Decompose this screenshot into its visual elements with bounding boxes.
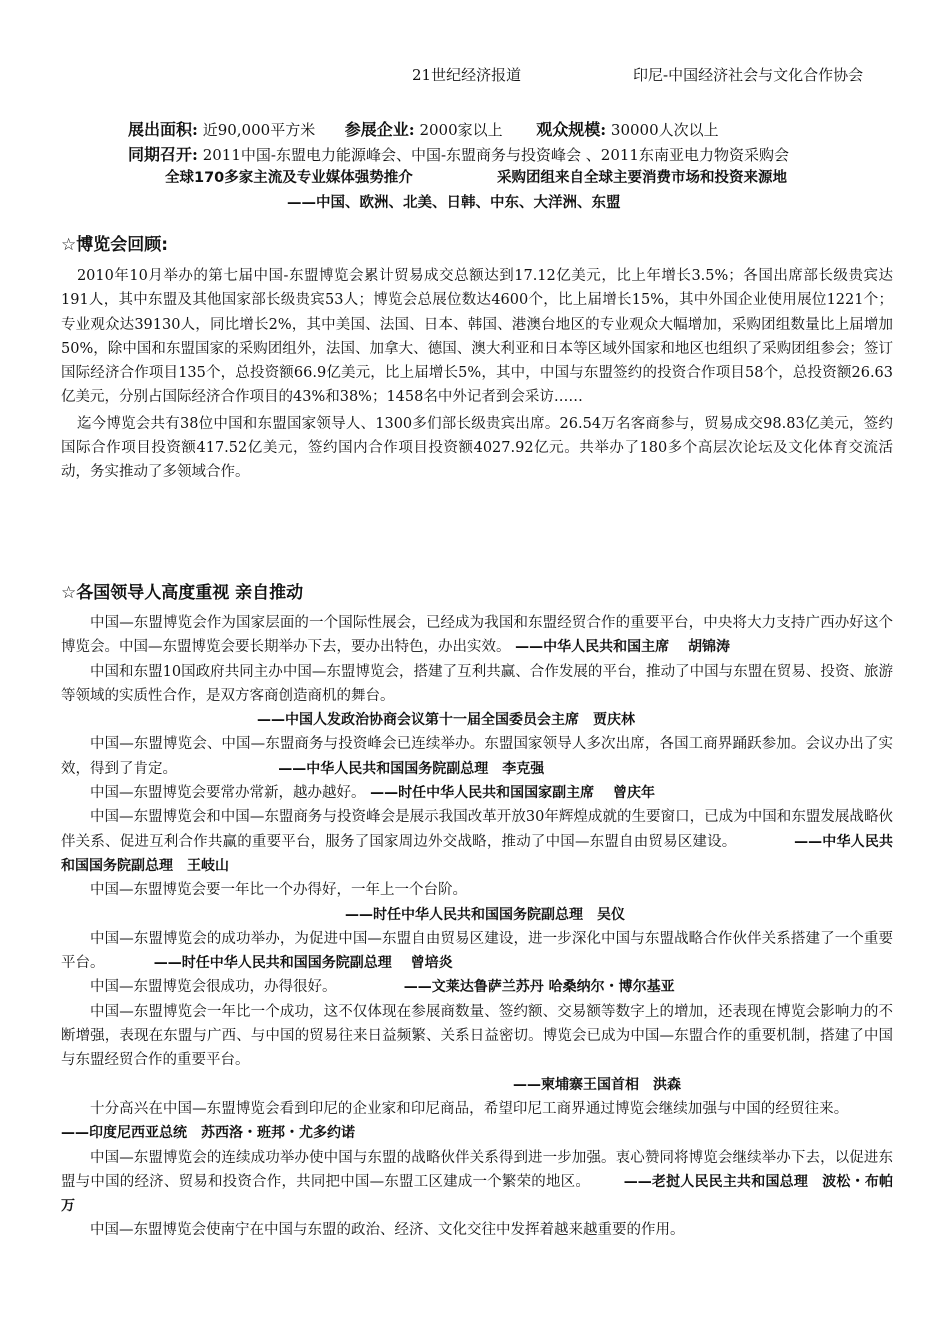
quote-6-text: 中国—东盟博览会要一年比一个办得好，一年上一个台阶。 (90, 882, 467, 899)
leaders-title: ☆各国领导人高度重视 亲自推动 (61, 583, 304, 603)
concurrent-label: 同期召开: (128, 145, 198, 164)
quote-4-attribution: ——时任中华人民共和国国家副主席 曾庆年 (370, 785, 655, 802)
info-line-1 (128, 117, 719, 140)
quote-3 (61, 732, 893, 781)
quote-12-text: 中国—东盟博览会使南宁在中国与东盟的政治、经济、文化交往中发挥着越来越重要的作用。 (90, 1222, 685, 1239)
quote-11 (61, 1146, 893, 1219)
quote-3-attribution: ——中华人民共和国国务院副总理 李克强 (278, 760, 545, 777)
quote-12 (61, 1218, 893, 1242)
quote-1 (61, 611, 893, 660)
quote-11-attribution: ——老挝人民民主共和国总理 波松・布帕万 (61, 1173, 894, 1215)
quote-6-attribution: ——时任中华人民共和国国务院副总理 吴仪 (345, 906, 625, 923)
leaders-body (61, 611, 893, 1243)
quote-1-attribution: ——中华人民共和国主席 胡锦涛 (515, 639, 730, 656)
quote-10 (61, 1097, 893, 1146)
quote-8 (61, 975, 893, 999)
quote-4 (61, 781, 893, 805)
info-line-2 (128, 142, 789, 165)
review-paragraph-1: 2010年10月举办的第七届中国-东盟博览会累计贸易成交总额达到17.12亿美元，比上年增长3.5%；各国出席部长级贵宾达191人，其中东盟及其他国家部长级贵宾53人；博览会总展位数达4600个，比上届增长15%，其中外国企业使用展位1221个；专业观众达39130人，同比增长2%，其中美国、法国、日本、韩国、港澳台地区的专业观众大幅增加，采购团组数量比上届增加50%，除中国和东盟国家的采购团组外，法国、加拿大、德国、澳大利亚和日本等区域外国家和地区也组织了采购团组参会；签订国际经济合作项目135个，总投资额66.9亿美元，比上届增长5%，其中，中国与东盟签约的投资合作项目58个，总投资额26.63亿美元，分别占国际经济合作项目的43%和38%；1458名中外记者到会采访…… (61, 268, 893, 406)
quote-5-text: 中国—东盟博览会和中国—东盟商务与投资峰会是展示我国改革开放30年辉煌成就的生要窗口，已成为中国和东盟发展战略伙伴关系、促进互利合作共赢的重要平台，服务了国家周边外交战略，推动了中国—东盟自由贸易区建设。 (61, 809, 893, 850)
quote-5 (61, 805, 893, 878)
exhibitors-label: 参展企业: (344, 120, 415, 139)
quote-9-attribution: ——柬埔寨王国首相 洪森 (513, 1076, 681, 1093)
area-label: 展出面积: (128, 120, 198, 139)
regions-line: ——中国、欧洲、北美、日韩、中东、大洋洲、东盟 (287, 195, 621, 211)
review-title: ☆博览会回顾: (61, 235, 169, 255)
quote-1-text: 中国—东盟博览会作为国家层面的一个国际性展会，已经成为我国和东盟经贸合作的重要平台，中央将大力支持广西办好这个博览会。中国—东盟博览会要长期举办下去，要办出特色，办出实效。 (61, 615, 893, 656)
quote-10-attribution: ——印度尼西亚总统 苏西洛・班邦・尤多约诺 (61, 1125, 355, 1142)
quote-7 (61, 927, 893, 976)
area-value: 近90,000平方米 (202, 121, 316, 139)
review-body (61, 264, 893, 485)
quote-3-text: 中国—东盟博览会、中国—东盟商务与投资峰会已连续举办。东盟国家领导人多次出席，各国工商界踊跃参加。会议办出了实效，得到了肯定。 (61, 736, 893, 777)
audience-label: 观众规模: (536, 120, 607, 139)
audience-value: 30000人次以上 (610, 121, 719, 139)
quote-9 (61, 1000, 893, 1073)
quote-8-text: 中国—东盟博览会很成功，办得很好。 (90, 979, 337, 996)
quote-2-text: 中国和东盟10国政府共同主办中国—东盟博览会，搭建了互利共赢、合作发展的平台，推动了中国与东盟在贸易、投资、旅游等领域的实质性合作，是双方客商创造商机的舞台。 (61, 663, 893, 704)
exhibitors-value: 2000家以上 (419, 121, 503, 139)
media-line: 全球170多家主流及专业媒体强势推介 (165, 170, 413, 186)
quote-6 (61, 878, 893, 902)
quote-7-attribution: ——时任中华人民共和国国务院副总理 曾培炎 (153, 955, 453, 972)
quote-2-attr-line (61, 708, 893, 732)
quote-2-attribution: ——中国人发政治协商会议第十一届全国委员会主席 贾庆林 (257, 712, 635, 729)
quote-9-attr-line (61, 1073, 893, 1097)
concurrent-value: 2011中国-东盟电力能源峰会、中国-东盟商务与投资峰会 、2011东南亚电力物资采购会 (202, 146, 789, 164)
quote-9-text: 中国—东盟博览会一年比一个成功，这不仅体现在参展商数量、签约额、交易额等数字上的增加，还表现在博览会影响力的不断增强，表现在东盟与广西、与中国的贸易往来日益频繁、关系日益密切。博览会已成为中国—东盟合作的重要机制，搭建了中国与东盟经贸合作的重要平台。 (61, 1003, 893, 1069)
quote-4-text: 中国—东盟博览会要常办常新，越办越好。 (90, 785, 366, 802)
quote-10-text: 十分高兴在中国—东盟博览会看到印尼的企业家和印尼商品，希望印尼工商界通过博览会继续加强与中国的经贸往来。 (90, 1100, 849, 1117)
quote-2 (61, 660, 893, 709)
review-paragraph-2: 迄今博览会共有38位中国和东盟国家领导人、1300多们部长级贵宾出席。26.54万名客商参与，贸易成交98.83亿美元，签约国际合作项目投资额417.52亿美元，签约国内合作项目投资额4027.92亿元。共举办了180多个高层次论坛及文化体育交流活动，务实推动了多领域合作。 (61, 415, 893, 481)
quote-5-attribution: ——中华人民共和国国务院副总理 王岐山 (61, 833, 894, 874)
quote-7-text: 中国—东盟博览会的成功举办，为促进中国—东盟自由贸易区建设，进一步深化中国与东盟战略合作伙伴关系搭建了一个重要平台。 (61, 930, 893, 972)
header-left: 21世纪经济报道 (412, 66, 522, 84)
quote-8-attribution: ——文莱达鲁萨兰苏丹 哈桑纳尔・博尔基亚 (403, 979, 675, 996)
buyers-line: 采购团组来自全球主要消费市场和投资来源地 (497, 170, 787, 186)
quote-11-text: 中国—东盟博览会的连续成功举办使中国与东盟的战略伙伴关系得到进一步加强。衷心赞同将博览会继续举办下去，以促进东盟与中国的经济、贸易和投资合作，共同把中国—东盟工区建成一个繁荣的地区。 (61, 1149, 893, 1190)
quote-6-attr-line (61, 903, 893, 927)
header-right: 印尼-中国经济社会与文化合作协会 (633, 66, 864, 84)
